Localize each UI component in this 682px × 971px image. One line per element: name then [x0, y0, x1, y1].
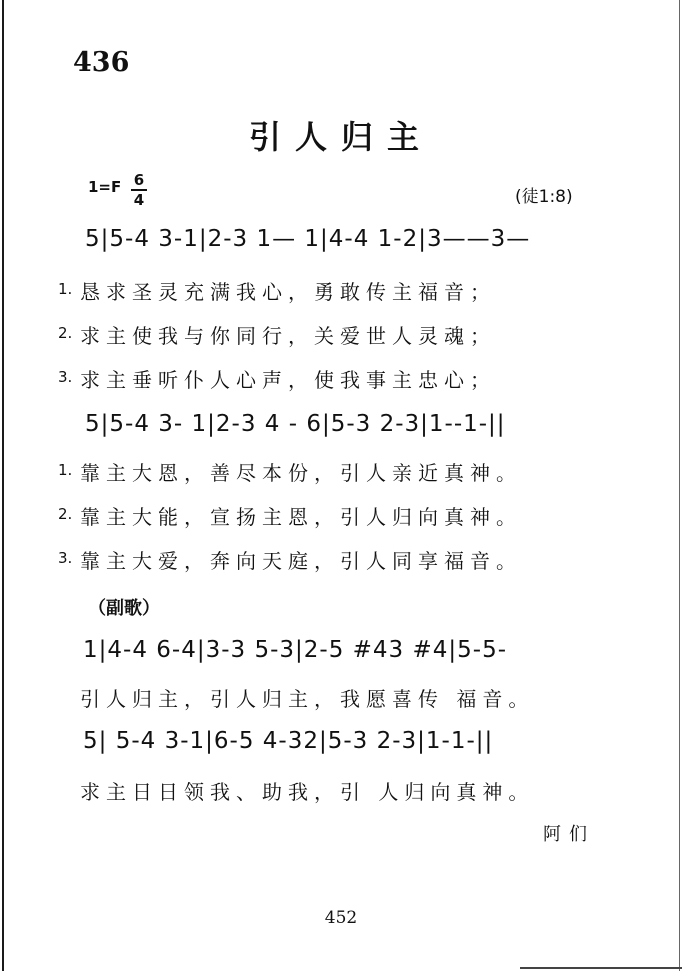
hymn-title: 引人归主 [248, 118, 433, 156]
verse-b-number-3: 3. [58, 549, 73, 567]
melody-line-2: 5|5-4 3- 1|2-3 4 - 6|5-3 2-3|1--1-|| [85, 411, 506, 437]
verse-a-text-3: 求主垂听仆人心声，使我事主忠心； [80, 368, 496, 392]
verse-a-number-3: 3. [58, 368, 73, 386]
verse-b-text-3: 靠主大爱，奔向天庭，引人同享福音。 [80, 549, 522, 573]
verse-b-text-1: 靠主大恩，善尽本份，引人亲近真神。 [80, 461, 522, 485]
chorus-text-1: 引人归主，引人归主，我愿喜传 福音。 [80, 687, 535, 711]
key-signature: 1=F [88, 178, 122, 196]
melody-line-4: 5| 5-4 3-1|6-5 4-32|5-3 2-3|1-1-|| [83, 728, 494, 754]
chorus-label: （副歌） [88, 598, 160, 619]
verse-a-text-2: 求主使我与你同行，关爱世人灵魂； [80, 324, 496, 348]
scripture-reference: (徒1:8) [515, 187, 573, 207]
time-signature-top: 6 [133, 171, 145, 189]
verse-b-number-1: 1. [58, 461, 73, 479]
verse-b-number-2: 2. [58, 505, 73, 523]
amen-text: 阿们 [543, 824, 595, 845]
verse-a-number-1: 1. [58, 280, 73, 298]
page-border-bottom [520, 967, 682, 969]
verse-b-text-2: 靠主大能，宣扬主恩，引人归向真神。 [80, 505, 522, 529]
melody-line-1: 5|5-4 3-1|2-3 1— 1|4-4 1-2|3——3— [85, 226, 531, 252]
verse-a-text-1: 恳求圣灵充满我心，勇敢传主福音； [80, 280, 496, 304]
verse-a-number-2: 2. [58, 324, 73, 342]
melody-line-3: 1|4-4 6-4|3-3 5-3|2-5 #43 #4|5-5- [83, 637, 508, 663]
page-number: 452 [324, 908, 358, 928]
time-signature-bottom: 4 [133, 191, 145, 209]
time-signature [131, 172, 147, 208]
chorus-text-2: 求主日日领我、助我，引 人归向真神。 [80, 780, 535, 804]
hymn-number: 436 [73, 47, 130, 78]
